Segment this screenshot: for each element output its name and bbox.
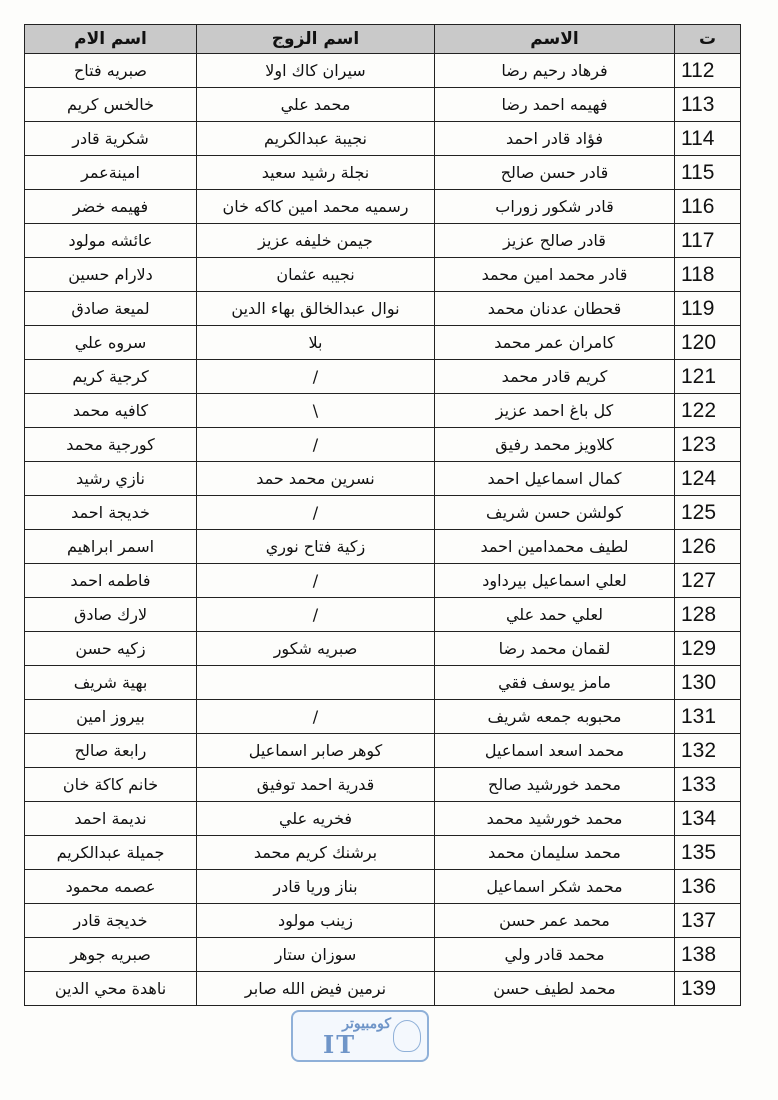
person-name: لعلي اسماعيل بيرداود [435,564,675,598]
spouse-name: / [197,360,435,394]
row-index: 113 [675,88,741,122]
table-row [25,394,741,428]
spouse-name: سوزان ستار [197,938,435,972]
table-row [25,530,741,564]
row-index: 118 [675,258,741,292]
mother-name: بهية شريف [25,666,197,700]
table-row [25,224,741,258]
roster-sheet [24,24,740,1006]
row-index: 139 [675,972,741,1006]
spouse-name: جيمن خليفه عزيز [197,224,435,258]
mother-name: جميلة عبدالكريم [25,836,197,870]
emblem-icon [393,1020,421,1052]
row-index: 125 [675,496,741,530]
mother-name: خانم كاكة خان [25,768,197,802]
mother-name: خديجة قادر [25,904,197,938]
person-name: كريم قادر محمد [435,360,675,394]
spouse-name: / [197,428,435,462]
person-name: كمال اسماعيل احمد [435,462,675,496]
person-name: محمد خورشيد محمد [435,802,675,836]
spouse-name: / [197,496,435,530]
row-index: 124 [675,462,741,496]
mother-name: صبريه فتاح [25,54,197,88]
spouse-name: فخريه علي [197,802,435,836]
table-row [25,700,741,734]
spouse-name: نرمين فيض الله صابر [197,972,435,1006]
person-name: كولشن حسن شريف [435,496,675,530]
row-index: 133 [675,768,741,802]
mother-name: كرجية كريم [25,360,197,394]
stamp-arabic-text: كومبيوتر [342,1016,391,1032]
mother-name: خالخس كريم [25,88,197,122]
table-row [25,190,741,224]
mother-name: سروه علي [25,326,197,360]
mother-name: امينةعمر [25,156,197,190]
table-row [25,360,741,394]
table-row [25,122,741,156]
row-index: 131 [675,700,741,734]
row-index: 136 [675,870,741,904]
header-index: ت [675,25,741,54]
table-row [25,632,741,666]
spouse-name: نوال عبدالخالق بهاء الدين [197,292,435,326]
row-index: 129 [675,632,741,666]
row-index: 116 [675,190,741,224]
spouse-name: / [197,564,435,598]
roster-body [25,54,741,1006]
row-index: 120 [675,326,741,360]
row-index: 115 [675,156,741,190]
row-index: 123 [675,428,741,462]
spouse-name: قدرية احمد توفيق [197,768,435,802]
row-index: 119 [675,292,741,326]
person-name: قحطان عدنان محمد [435,292,675,326]
spouse-name: برشنك كريم محمد [197,836,435,870]
table-row [25,598,741,632]
table-row [25,666,741,700]
row-index: 135 [675,836,741,870]
person-name: لطيف محمدامين احمد [435,530,675,564]
table-row [25,938,741,972]
row-index: 138 [675,938,741,972]
table-row [25,564,741,598]
spouse-name: بلا [197,326,435,360]
table-row [25,326,741,360]
table-row [25,836,741,870]
table-row [25,972,741,1006]
person-name: كل باغ احمد عزيز [435,394,675,428]
person-name: محمد لطيف حسن [435,972,675,1006]
spouse-name: / [197,598,435,632]
mother-name: صبريه جوهر [25,938,197,972]
row-index: 130 [675,666,741,700]
header-mother: اسم الام [25,25,197,54]
person-name: قادر محمد امين محمد [435,258,675,292]
table-row [25,802,741,836]
spouse-name: زينب مولود [197,904,435,938]
table-row [25,258,741,292]
mother-name: دلارام حسين [25,258,197,292]
person-name: محمد اسعد اسماعيل [435,734,675,768]
row-index: 132 [675,734,741,768]
spouse-name: رسميه محمد امين كاكه خان [197,190,435,224]
person-name: مامز يوسف فقي [435,666,675,700]
row-index: 121 [675,360,741,394]
mother-name: فهيمه خضر [25,190,197,224]
row-index: 137 [675,904,741,938]
computer-it-stamp [291,1010,429,1062]
spouse-name: نجلة رشيد سعيد [197,156,435,190]
spouse-name: سيران كاك اولا [197,54,435,88]
spouse-name: نسرين محمد حمد [197,462,435,496]
spouse-name: نجيبه عثمان [197,258,435,292]
person-name: قادر حسن صالح [435,156,675,190]
row-index: 117 [675,224,741,258]
table-row [25,156,741,190]
mother-name: عصمه محمود [25,870,197,904]
person-name: لقمان محمد رضا [435,632,675,666]
mother-name: نازي رشيد [25,462,197,496]
mother-name: عائشه مولود [25,224,197,258]
table-row [25,496,741,530]
table-row [25,292,741,326]
roster-table [24,24,741,1006]
table-row [25,54,741,88]
row-index: 126 [675,530,741,564]
table-row [25,768,741,802]
row-index: 114 [675,122,741,156]
mother-name: زكيه حسن [25,632,197,666]
mother-name: ناهدة محي الدين [25,972,197,1006]
table-row [25,734,741,768]
header-name: الاسم [435,25,675,54]
person-name: محمد سليمان محمد [435,836,675,870]
stamp-it-text: IT [323,1030,357,1059]
header-spouse: اسم الزوج [197,25,435,54]
row-index: 127 [675,564,741,598]
person-name: محبوبه جمعه شريف [435,700,675,734]
table-row [25,428,741,462]
table-row [25,870,741,904]
table-row [25,462,741,496]
person-name: لعلي حمد علي [435,598,675,632]
row-index: 128 [675,598,741,632]
spouse-name [197,666,435,700]
mother-name: نديمة احمد [25,802,197,836]
person-name: فهيمه احمد رضا [435,88,675,122]
spouse-name: \ [197,394,435,428]
mother-name: رابعة صالح [25,734,197,768]
mother-name: كورجية محمد [25,428,197,462]
spouse-name: نجيبة عبدالكريم [197,122,435,156]
mother-name: لارك صادق [25,598,197,632]
person-name: كامران عمر محمد [435,326,675,360]
spouse-name: / [197,700,435,734]
person-name: محمد شكر اسماعيل [435,870,675,904]
spouse-name: بناز وريا قادر [197,870,435,904]
row-index: 112 [675,54,741,88]
row-index: 134 [675,802,741,836]
spouse-name: محمد علي [197,88,435,122]
mother-name: فاطمه احمد [25,564,197,598]
header-row [25,25,741,54]
mother-name: كافيه محمد [25,394,197,428]
row-index: 122 [675,394,741,428]
mother-name: خديجة احمد [25,496,197,530]
person-name: كلاويز محمد رفيق [435,428,675,462]
mother-name: شكرية قادر [25,122,197,156]
spouse-name: كوهر صابر اسماعيل [197,734,435,768]
spouse-name: صبريه شكور [197,632,435,666]
person-name: محمد قادر ولي [435,938,675,972]
table-row [25,904,741,938]
person-name: فرهاد رحيم رضا [435,54,675,88]
person-name: محمد خورشيد صالح [435,768,675,802]
table-row [25,88,741,122]
person-name: محمد عمر حسن [435,904,675,938]
person-name: قادر شكور زوراب [435,190,675,224]
mother-name: بيروز امين [25,700,197,734]
person-name: فؤاد قادر احمد [435,122,675,156]
person-name: قادر صالح عزيز [435,224,675,258]
spouse-name: زكية فتاح نوري [197,530,435,564]
mother-name: لميعة صادق [25,292,197,326]
mother-name: اسمر ابراهيم [25,530,197,564]
